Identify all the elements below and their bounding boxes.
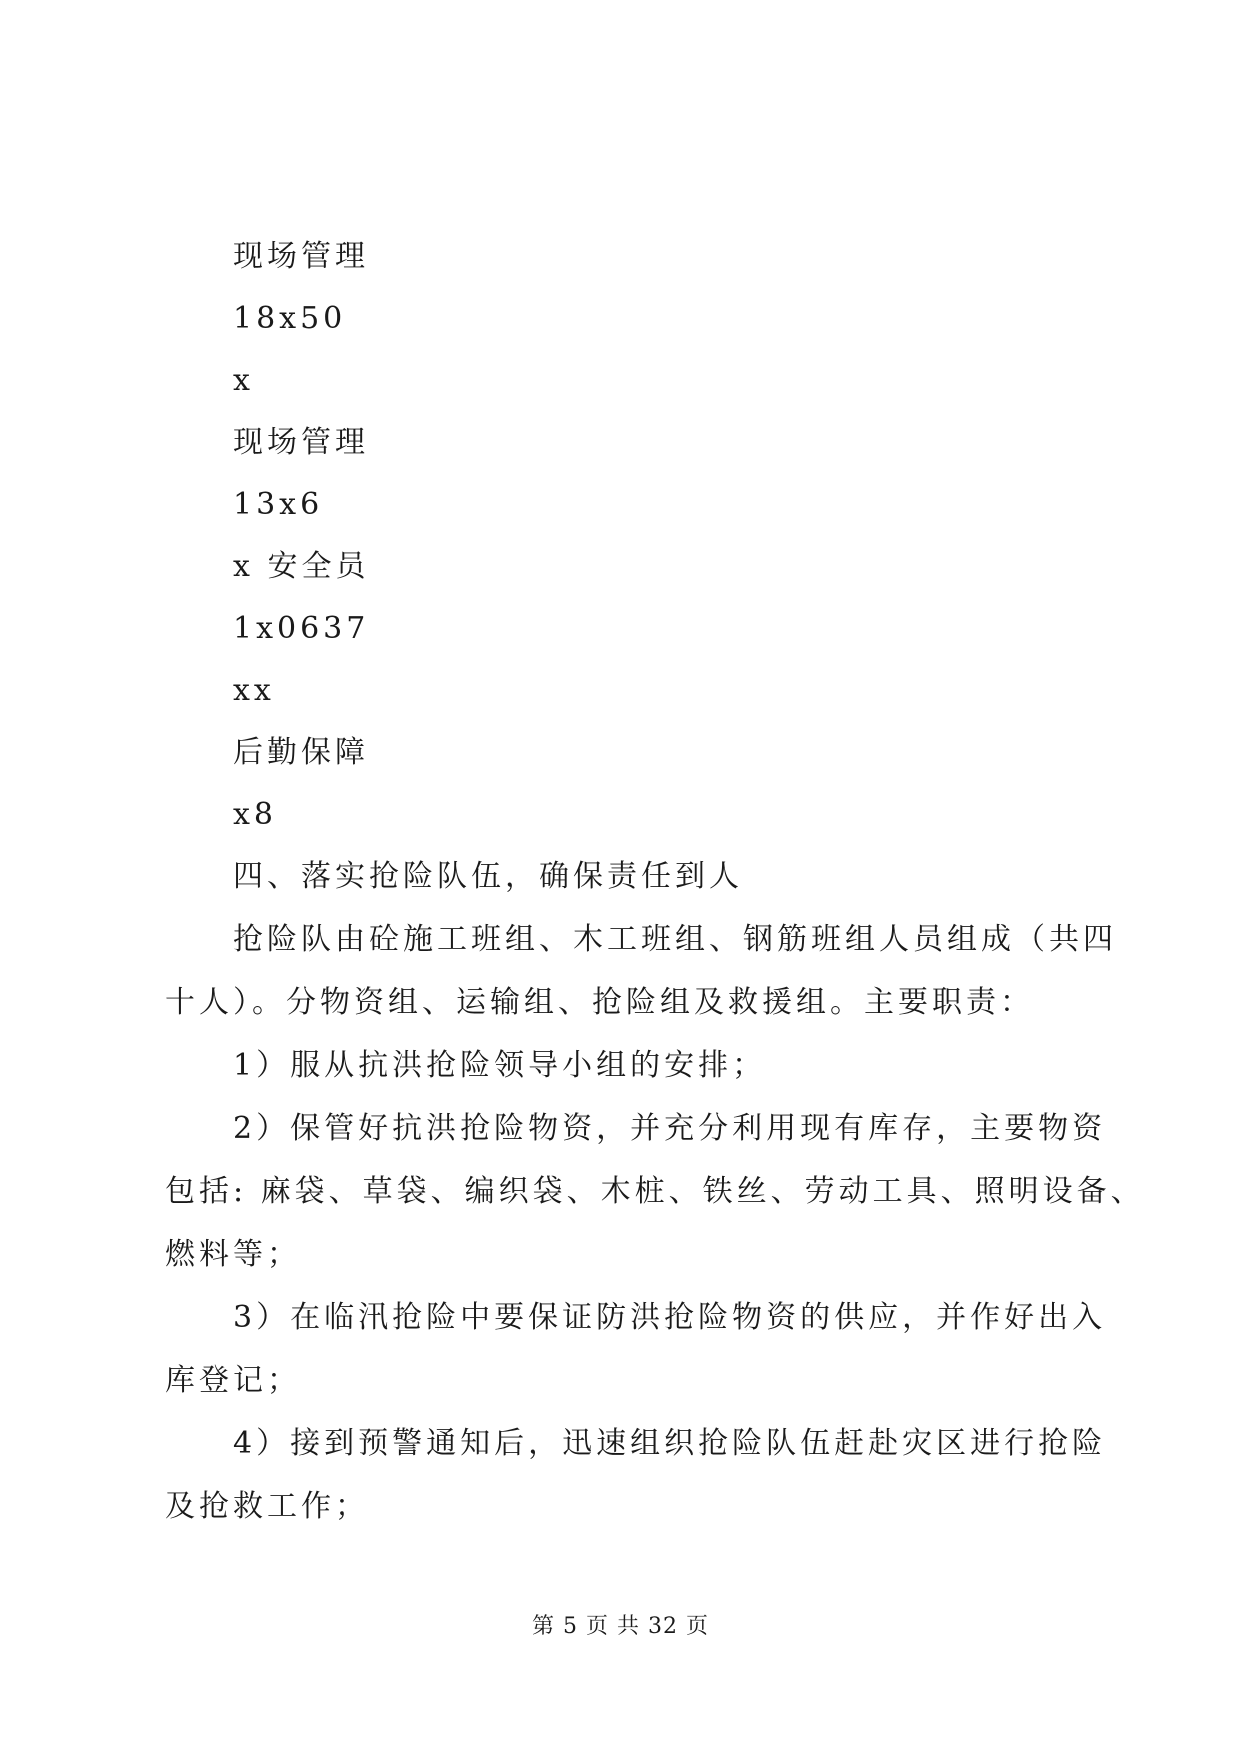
section-heading: 四、落实抢险队伍，确保责任到人 (233, 859, 743, 894)
page-number-footer: 第 5 页 共 32 页 (532, 1614, 709, 1639)
paragraph-line: 抢险队由砼施工班组、木工班组、钢筋班组人员组成（共四 (233, 922, 1117, 957)
paragraph-line: 十人）。分物资组、运输组、抢险组及救援组。主要职责： (165, 985, 1034, 1020)
text-line: 13x6 (233, 487, 324, 522)
text-line: 18x50 (233, 301, 347, 336)
paragraph-line: 及抢救工作； (165, 1489, 369, 1524)
text-line: xx (233, 673, 275, 708)
text-line: 后勤保障 (233, 735, 369, 770)
paragraph-line: 库登记； (165, 1363, 301, 1398)
text-line: x 安全员 (233, 549, 370, 584)
paragraph-line: 3）在临汛抢险中要保证防洪抢险物资的供应，并作好出入 (233, 1300, 1107, 1335)
paragraph-line: 燃料等； (165, 1237, 301, 1272)
paragraph-line: 2）保管好抗洪抢险物资，并充分利用现有库存，主要物资 (233, 1111, 1107, 1146)
paragraph-line: 1）服从抗洪抢险领导小组的安排； (233, 1048, 767, 1083)
text-line: 1x0637 (233, 611, 370, 646)
text-line: x8 (233, 797, 278, 832)
text-line: x (233, 363, 254, 398)
text-line: 现场管理 (233, 239, 369, 274)
paragraph-line: 包括: 麻袋、草袋、编织袋、木桩、铁丝、劳动工具、照明设备、 (165, 1174, 1145, 1209)
paragraph-line: 4）接到预警通知后，迅速组织抢险队伍赶赴灾区进行抢险 (233, 1426, 1107, 1461)
text-line: 现场管理 (233, 425, 369, 460)
